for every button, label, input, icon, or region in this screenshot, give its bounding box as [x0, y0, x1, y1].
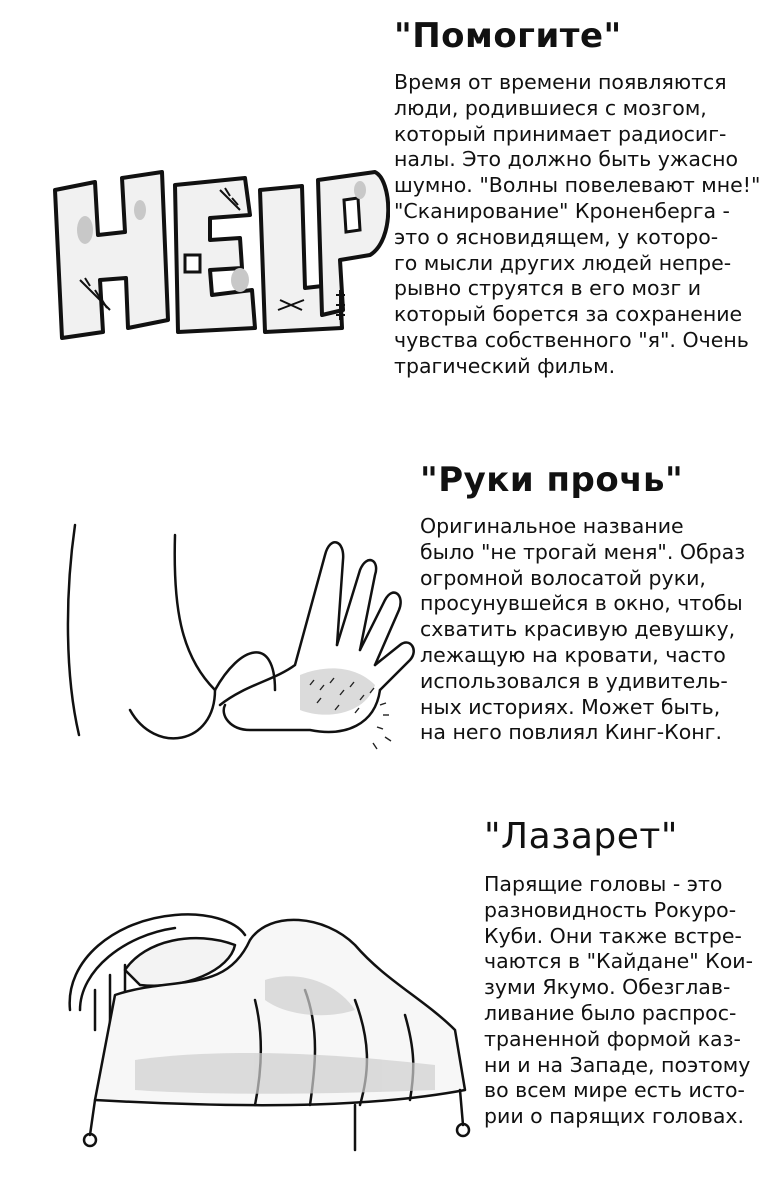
text-line: трагический фильм.	[394, 353, 616, 378]
text-line: Оригинальное название	[420, 514, 684, 538]
help-art-label: HELP	[40, 160, 43, 161]
text-line: "Сканирование" Кроненберга -	[394, 198, 730, 223]
text-line: налы. Это должно быть ужасно	[394, 147, 739, 172]
text-line: Время от времени появляются	[394, 70, 727, 94]
section-title-help: "Помогите"	[394, 16, 622, 56]
text-line: схватить красивую девушку,	[420, 617, 736, 642]
text-line: зуми Якумо. Обезглав-	[484, 975, 731, 1000]
text-line: шумно. "Волны повелевают мне!"	[394, 173, 761, 198]
text-line: огромной волосатой руки,	[420, 565, 706, 590]
section-title-infirmary: "Лазарет"	[484, 816, 678, 857]
text-line: рии о парящих головах.	[484, 1104, 745, 1129]
text-line: это о ясновидящем, у которо-	[394, 224, 719, 249]
section-help	[0, 0, 778, 420]
section-text-help	[394, 70, 760, 380]
text-line: чувства собственного "я". Очень	[394, 327, 749, 352]
text-line: лежащую на кровати, часто	[420, 642, 726, 667]
text-line: во всем мире есть исто-	[484, 1078, 745, 1103]
hairy-hand-illustration	[55, 515, 425, 775]
section-text-infirmary	[484, 872, 753, 1130]
text-line: использовался в удивитель-	[420, 668, 728, 693]
text-line: разновидность Рокуро-	[484, 897, 737, 922]
text-line: который принимает радиосиг-	[394, 121, 727, 146]
section-title-hands-off: "Руки прочь"	[420, 460, 684, 500]
text-line: просунувшейся в окно, чтобы	[420, 591, 743, 616]
section-text-hands-off	[420, 514, 745, 746]
section-hands-off	[0, 420, 778, 800]
text-line: на него повлиял Кинг-Конг.	[420, 720, 722, 745]
help-letters-illustration	[40, 160, 390, 350]
section-infirmary	[0, 800, 778, 1200]
text-line: Куби. Они также встре-	[484, 923, 742, 948]
text-line: ных историях. Может быть,	[420, 694, 721, 719]
text-line: ни и на Западе, поэтому	[484, 1052, 751, 1077]
text-line: го мысли других людей непре-	[394, 250, 732, 275]
text-line: траненной формой каз-	[484, 1026, 741, 1051]
bed-illustration	[55, 900, 475, 1160]
text-line: который борется за сохранение	[394, 302, 743, 327]
text-line: было "не трогай меня". Образ	[420, 539, 746, 564]
text-line: чаются в "Кайдане" Кои-	[484, 949, 753, 974]
text-line: ливание было распрос-	[484, 1000, 737, 1025]
text-line: люди, родившиеся с мозгом,	[394, 95, 707, 120]
text-line: Парящие головы - это	[484, 872, 723, 896]
text-line: рывно струятся в его мозг и	[394, 276, 702, 301]
